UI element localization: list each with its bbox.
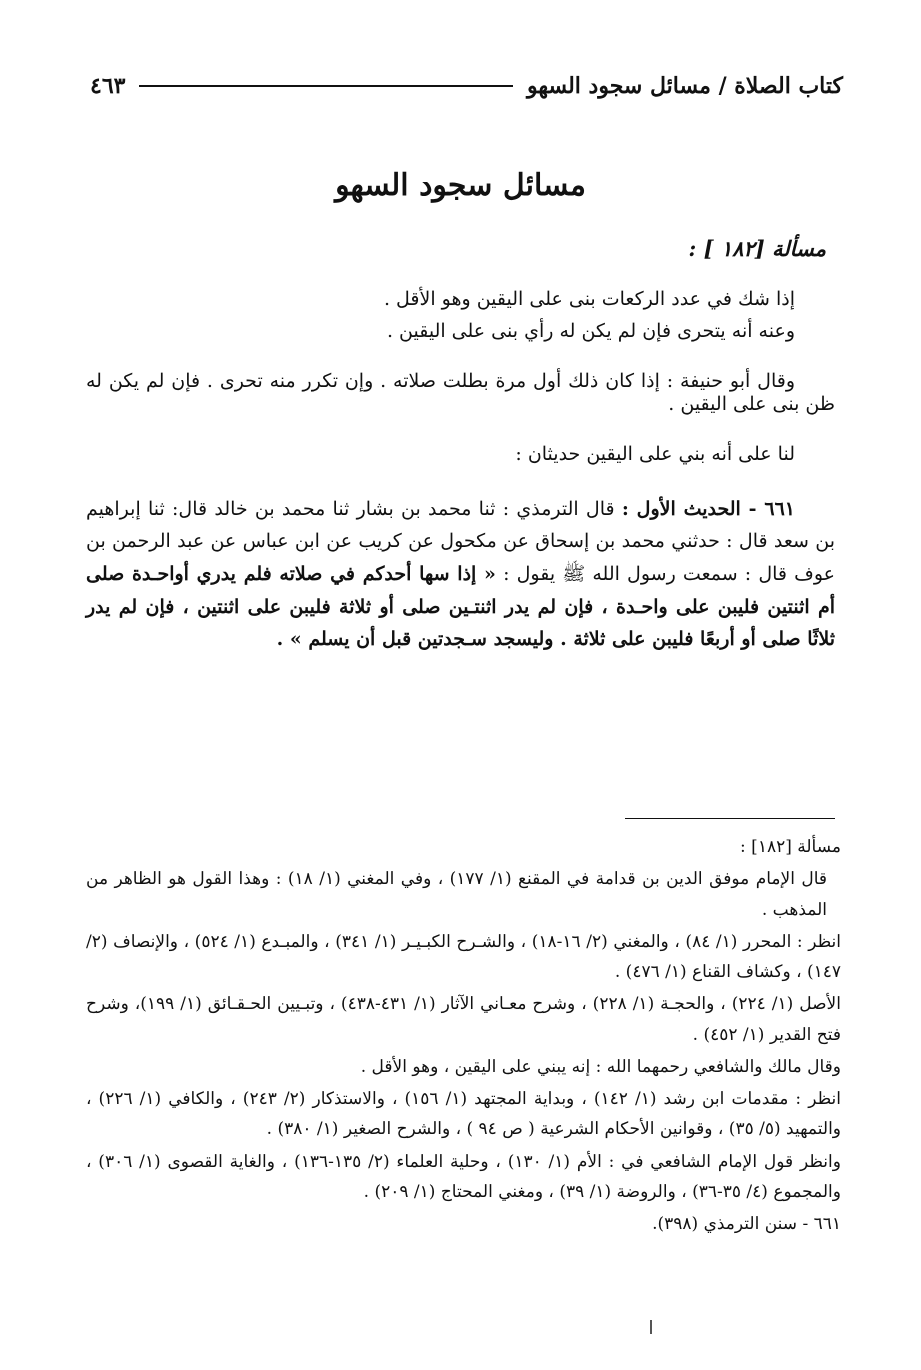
footnote-item: الأصل (١/ ٢٢٤) ، والحجـة (١/ ٢٢٨) ، وشرح معـاني الآثار (١/ ٤٣١-٤٣٨) ، وتبـيين الحـقـائق (١/ ١٩٩)، وشرح فتح القدير (١/ ٤٥٢) . [86, 994, 841, 1045]
issue-label: مسألة [١٨٢ ] : [688, 236, 826, 261]
footnotes [86, 832, 841, 1241]
footnote-item: قال الإمام موفق الدين بن قدامة في المقنع (١/ ١٧٧) ، وفي المغني (١/ ١٨) : وهذا القول هو الظاهر من المذهب . [86, 869, 827, 920]
footnote-label: مسألة [١٨٢] : [740, 837, 841, 857]
footnote-item: انظر : المحرر (١/ ٨٤) ، والمغني (٢/ ١٦-١٨) ، والشـرح الكبـيـر (١/ ٣٤١) ، والمبـدع (١/ ٥٢٤) ، والإنصاف (٢/ ١٤٧) ، وكشاف القناع (١/ ٤٧٦) . [86, 931, 842, 982]
paragraph: وعنه أنه يتحرى فإن لم يكن له رأي بنى على اليقين . [386, 319, 795, 342]
scan-mark [650, 1320, 652, 1334]
footnote-item: ٦٦١ - سنن الترمذي (٣٩٨). [652, 1214, 841, 1234]
footnote-item: وانظر قول الإمام الشافعي في : الأم (١/ ١٣٠) ، وحلية العلماء (٢/ ١٣٥-١٣٦) ، والغاية القصوى (١/ ٣٠٦) ، والمجموع (٤/ ٣٥-٣٦) ، والروضة (١/ ٣٩) ، ومغني المحتاج (١/ ٢٠٩) . [86, 1151, 841, 1202]
section-title: مسائل سجود السهو [335, 168, 586, 203]
hadith-heading: ٦٦١ - الحديث الأول : [621, 497, 795, 520]
hadith-isnad: قال الترمذي : ثنا محمد بن بشار ثنا محمد بن خالد قال: ثنا إبراهيم بن سعد قال : حدثني محمد بن إسحاق عن مكحول عن كريب عن ابن عباس عن عبد الرحمن بن عوف قال : سمعت رسول الله ﷺ يقول : [86, 497, 835, 586]
page-number: ٤٦٣ [90, 73, 126, 99]
main-text [86, 288, 835, 664]
running-header [90, 68, 843, 104]
hadith-paragraph [86, 493, 835, 656]
running-title: كتاب الصلاة / مسائل سجود السهو [526, 73, 843, 99]
paragraph: وقال أبو حنيفة : إذا كان ذلك أول مرة بطلت صلاته . وإن تكرر منه تحرى . فإن لم يكن له ظن بنى على اليقين . [86, 369, 835, 416]
paragraph: لنا على أنه بني على اليقين حديثان : [515, 443, 795, 465]
hadith-matn: « إذا سها أحدكم في صلاته فلم يدري أواحـدة صلى أم اثنتين فليبن على واحـدة ، فإن لم يدر اثنتـين صلى أو ثلاثة فليبن على اثنتين ، فإن لم يدر ثلاثًا صلى أو أربعًا فليبن على ثلاثة . وليسجد سـجدتين قبل أن يسلم » . [86, 563, 835, 651]
footnote-separator [625, 818, 835, 819]
header-rule [139, 85, 513, 87]
paragraph: إذا شك في عدد الركعات بنى على اليقين وهو الأقل . [383, 288, 795, 310]
footnote-item: انظر : مقدمات ابن رشد (١/ ١٤٢) ، وبداية المجتهد (١/ ١٥٦) ، والاستذكار (٢/ ٢٤٣) ، والكافي (١/ ٢٢٦) ، والتمهيد (٥/ ٣٥) ، وقوانين الأحكام الشرعية ( ص ٩٤ ) ، والشرح الصغير (١/ ٣٨٠) . [86, 1089, 841, 1140]
footnote-item: وقال مالك والشافعي رحمهما الله : إنه يبني على اليقين ، وهو الأقل . [360, 1056, 841, 1077]
